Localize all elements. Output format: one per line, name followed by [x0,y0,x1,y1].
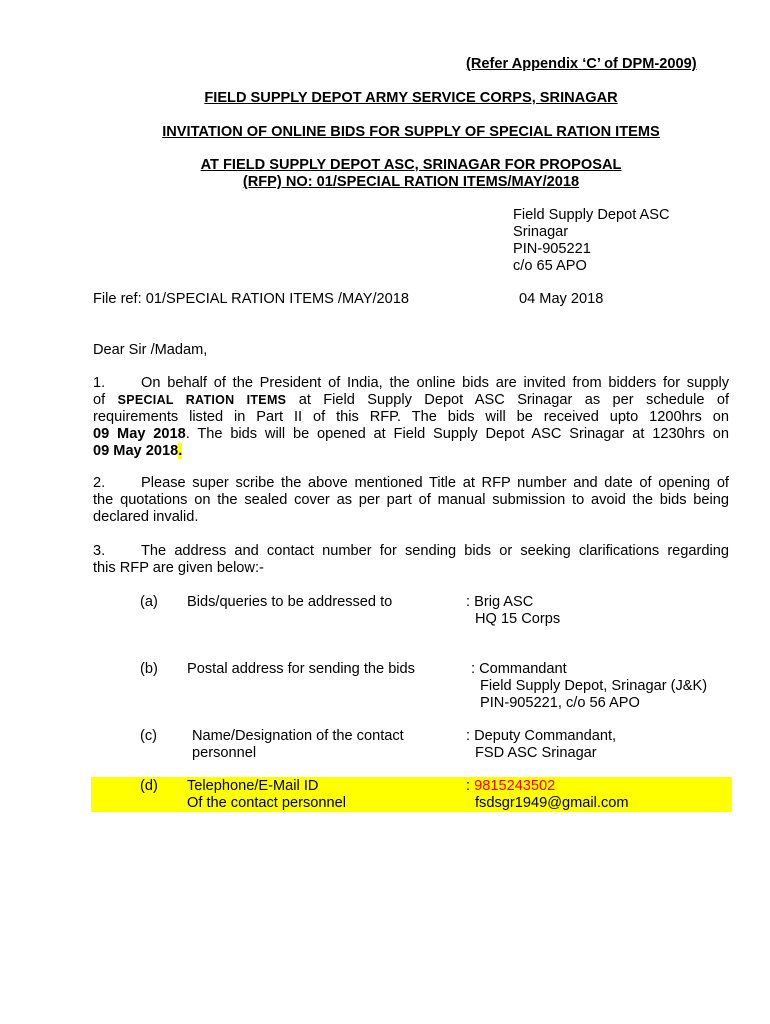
paragraph-text: the quotations on the sealed cover as per part of manual submission to avoid the bids being [93,492,729,508]
paragraph-text: . The bids will be opened at Field Supply Depot ASC Srinagar at 1230hrs on [185,426,729,442]
contact-item-description: Telephone/E-Mail ID [187,778,319,794]
contact-item-description: Name/Designation of the contact [192,728,404,744]
contact-item-value: PIN-905221, c/o 56 APO [480,695,640,711]
phone-number: 9815243502 [474,778,556,794]
contact-item-label: (d) [140,778,158,794]
contact-item-value: : Deputy Commandant, [466,728,617,744]
contact-item-description: Of the contact personnel [187,795,347,811]
paragraph-3 [93,543,729,577]
paragraph-2 [93,475,729,526]
paragraph-text: declared invalid. [93,509,199,525]
contact-item-value: : Brig ASC [466,594,534,610]
colon-separator: : [466,778,475,794]
paragraph-number: 1. [93,375,106,391]
paragraph-text: at Field Supply Depot ASC Srinagar as per schedule of [298,392,729,408]
highlighted-period: . [178,443,183,459]
paragraph-text: Please super scribe the above mentioned Title at RFP number and date of opening of [141,475,729,491]
contact-item-description: personnel [192,745,257,761]
paragraph-number: 2. [93,475,106,491]
contact-item-label: (b) [140,661,158,677]
proposal-title-line2: (RFP) NO: 01/SPECIAL RATION ITEMS/MAY/2018 [242,174,580,190]
address-line: c/o 65 APO [513,258,587,274]
paragraph-text: of [93,392,106,408]
invitation-title: INVITATION OF ONLINE BIDS FOR SUPPLY OF SPECIAL RATION ITEMS [162,124,660,140]
contact-item-description: Bids/queries to be addressed to [187,594,393,610]
bid-opening-date: 09 May 2018 [93,443,179,459]
file-reference: File ref: 01/SPECIAL RATION ITEMS /MAY/2018 [93,291,410,307]
paragraph-text: this RFP are given below:- [93,560,264,576]
contact-phone [466,778,555,795]
special-ration-items-emphasis: SPECIAL RATION ITEMS [117,393,287,407]
contact-item-value: : Commandant [471,661,567,677]
appendix-reference: (Refer Appendix ‘C’ of DPM-2009) [466,56,697,72]
paragraph-text: On behalf of the President of India, the online bids are invited from bidders for supply [141,375,729,391]
paragraph-text: requirements listed in Part II of this RFP. The bids will be received upto 1200hrs on [93,409,729,425]
address-line: Srinagar [513,224,569,240]
contact-item-label: (c) [140,728,158,744]
paragraph-1 [93,375,729,460]
contact-item-description: Postal address for sending the bids [187,661,415,677]
bid-receipt-date: 09 May 2018 [93,426,186,442]
salutation: Dear Sir /Madam, [93,342,208,358]
address-line: Field Supply Depot ASC [513,207,670,223]
paragraph-text: The address and contact number for sending bids or seeking clarifications regarding [141,543,729,559]
organization-title: FIELD SUPPLY DEPOT ARMY SERVICE CORPS, SRINAGAR [204,90,618,106]
contact-item-value: FSD ASC Srinagar [475,745,597,761]
contact-item-value: HQ 15 Corps [475,611,561,627]
proposal-title-line1: AT FIELD SUPPLY DEPOT ASC, SRINAGAR FOR PROPOSAL [200,157,622,173]
address-line: PIN-905221 [513,241,591,257]
contact-email: fsdsgr1949@gmail.com [475,795,629,811]
contact-item-value: Field Supply Depot, Srinagar (J&K) [480,678,708,694]
paragraph-number: 3. [93,543,106,559]
contact-item-label: (a) [140,594,158,610]
letter-date: 04 May 2018 [519,291,604,307]
